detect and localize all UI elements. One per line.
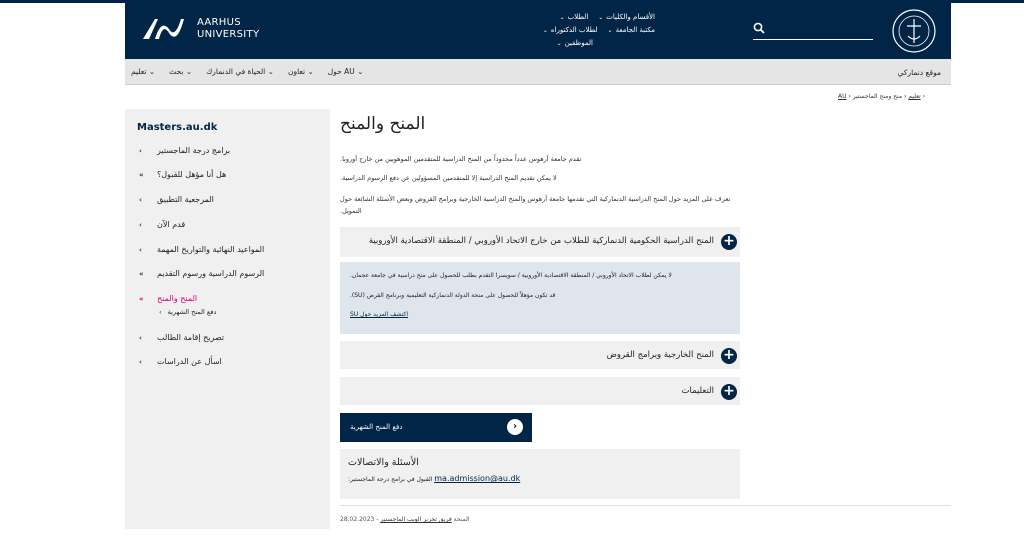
arrow-icon: ‹ — [139, 357, 142, 366]
chevron-down-icon: ⌄ — [357, 67, 364, 76]
questions-contact-box — [340, 449, 740, 499]
chevron-down-icon: ⌄ — [185, 67, 193, 76]
sidebar-item-residence-permit[interactable]: ‹ تصريح إقامة الطالب — [139, 333, 225, 342]
sidebar-title[interactable]: Masters.au.dk — [137, 122, 218, 133]
au-wave-logo-icon — [141, 15, 189, 43]
accordion-body-line1: .لا يمكن لطلاب الاتحاد الأوروبي / المنطقة الاقتصادية الأوروبية / سويسرا التقدم بطلب للحصول على منح دراسية في جامعة عجمان — [350, 272, 672, 279]
double-arrow-icon: « — [139, 294, 144, 303]
sidebar-item-deadlines[interactable]: ‹ المواعيد النهائية والتواريخ المهمة — [139, 245, 265, 254]
accordion-body-line2: .(SU) قد تكون مؤهلاً للحصول على منحة الدولة الدنماركية التعليمية وبرنامج القرض — [350, 292, 556, 299]
arrow-icon: ‹ — [139, 245, 142, 254]
chevron-down-icon: ⌄ — [559, 14, 565, 21]
breadcrumb-item-current: منح ومنح الماجستير — [852, 93, 903, 100]
web-editorial-link[interactable]: فريق تحرير الويب الماجستير — [380, 516, 452, 523]
logo-text-line1: AARHUS — [197, 17, 241, 28]
accordion-external-scholarships[interactable] — [340, 341, 740, 369]
header-nav — [535, 11, 655, 50]
sidebar-item-scholarships[interactable]: « المنح والمنح — [139, 294, 198, 303]
admission-label: :القبول في برامج درجة الماجستير — [348, 476, 433, 483]
header-nav-library[interactable]: مكتبة الجامعة⌄ — [607, 26, 655, 34]
header-nav-phd[interactable]: لطلاب الدكتوراه⌄ — [542, 26, 598, 34]
arrow-icon: ‹ — [139, 333, 142, 342]
chevron-down-icon: ⌄ — [598, 14, 604, 21]
sidebar-item-masters-programmes[interactable]: ‹ برامج درجة الماجستير — [139, 146, 231, 155]
chevron-down-icon: ⌄ — [556, 40, 562, 47]
site-header — [125, 3, 951, 59]
button-label: دفع المنح الشهرية — [350, 423, 403, 431]
intro-paragraph-1: .تقدم جامعة آرهوس عدداً محدوداً من المنح الدراسية للمتقدمين الموهوبين من خارج أوروبا — [340, 155, 582, 163]
intro-paragraph-3: تعرف على المزيد حول المنح الدراسية الدنماركية التي تقدمها جامعة آرهوس والمنح الدراسية الخارجية وبرامج القروض وبعض الأسئلة الشائعة حول — [340, 195, 731, 203]
plus-icon[interactable]: + — [721, 384, 737, 400]
navbar-item-collaboration[interactable]: تعاون ⌄ — [287, 67, 314, 76]
monthly-grants-button[interactable] — [340, 413, 532, 442]
page-footer — [340, 505, 951, 523]
header-nav-students[interactable]: الطلاب⌄ — [559, 13, 589, 21]
breadcrumb-arrow-icon: ‹ — [848, 93, 851, 100]
chevron-down-icon: ⌄ — [607, 27, 613, 34]
navbar-item-about-au[interactable]: حول AU ⌄ — [327, 67, 364, 76]
breadcrumb-item-au[interactable]: AU — [838, 93, 847, 100]
double-arrow-icon: « — [139, 269, 144, 278]
intro-paragraph-2: .لا يمكن تقديم المنح الدراسية إلا للمتقدمين المسؤولين عن دفع الرسوم الدراسية — [340, 174, 557, 182]
arrow-icon: ‹ — [139, 195, 142, 204]
sidebar-item-apply-now[interactable]: ‹ قدم الآن — [139, 220, 186, 229]
chevron-down-icon: ⌄ — [148, 67, 156, 76]
university-seal-icon — [891, 8, 937, 54]
arrow-icon: ‹ — [159, 308, 162, 316]
navbar-item-research[interactable]: بحث ⌄ — [169, 67, 193, 76]
danish-site-link[interactable]: موقع دنماركي — [897, 68, 941, 77]
chevron-down-icon: ⌄ — [267, 67, 274, 76]
plus-icon[interactable]: + — [721, 234, 737, 250]
sidebar-item-application-reference[interactable]: ‹ المرجعية التطبيق — [139, 195, 214, 204]
questions-contact-title: الأسئلة والاتصالات — [348, 457, 419, 468]
admission-email-link[interactable]: ma.admission@au.dk — [434, 474, 521, 483]
chevron-down-icon: ⌄ — [307, 67, 314, 76]
navbar-item-life-in-denmark[interactable]: الحياة في الدنمارك ⌄ — [206, 67, 274, 76]
chevron-down-icon: ⌄ — [542, 27, 548, 34]
breadcrumb-item-education[interactable]: تعليم — [908, 93, 921, 100]
breadcrumb — [838, 93, 925, 100]
au-logo[interactable] — [141, 15, 259, 43]
su-link[interactable]: SU اكتشف المزيد حول — [350, 311, 409, 318]
plus-icon[interactable]: + — [721, 348, 737, 364]
accordion-body — [340, 262, 740, 334]
arrow-icon: ‹ — [139, 146, 142, 155]
updated-date: 28.02.2023 — [340, 516, 375, 523]
header-nav-faculties[interactable]: الأقسام والكليات⌄ — [598, 13, 655, 21]
accordion-faq[interactable] — [340, 377, 740, 405]
accordion-danish-scholarships[interactable] — [340, 227, 740, 257]
logo-text-line2: UNIVERSITY — [197, 29, 260, 40]
intro-paragraph-3-end: .التمويل — [340, 207, 362, 215]
main-navbar — [125, 59, 951, 85]
search-icon[interactable] — [753, 22, 765, 34]
sidebar-item-ask-about-studies[interactable]: ‹ اسأل عن الدراسات — [139, 357, 222, 366]
footer-text: - المنحة — [376, 516, 470, 523]
accordion-title: المنح الدراسية الحكومية الدنماركية للطلاب من خارج الاتحاد الأوروبي / المنطقة الاقتصادية الأوروبية — [368, 236, 714, 246]
chevron-right-icon: › — [507, 419, 523, 435]
navbar-item-education[interactable]: تعليم ⌄ — [131, 67, 156, 76]
breadcrumb-arrow-icon: ‹ — [920, 93, 925, 100]
double-arrow-icon: « — [139, 170, 144, 179]
sidebar-item-eligibility[interactable]: « هل أنا مؤهل للقبول؟ — [139, 170, 227, 179]
accordion-title: المنح الخارجية وبرامج القروض — [606, 350, 714, 360]
sidebar-subitem-monthly-grants[interactable]: ‹ دفع المنح الشهرية — [159, 308, 217, 316]
header-nav-staff[interactable]: الموظفين⌄ — [556, 39, 593, 47]
search-input[interactable] — [753, 20, 873, 40]
page-title: المنح والمنح — [340, 114, 426, 134]
accordion-title: التعليمات — [681, 386, 714, 396]
arrow-icon: ‹ — [139, 220, 142, 229]
sidebar — [125, 109, 330, 529]
breadcrumb-arrow-icon: ‹ — [903, 93, 907, 100]
sidebar-item-tuition-fees[interactable]: « الرسوم الدراسية ورسوم التقديم — [139, 269, 265, 278]
